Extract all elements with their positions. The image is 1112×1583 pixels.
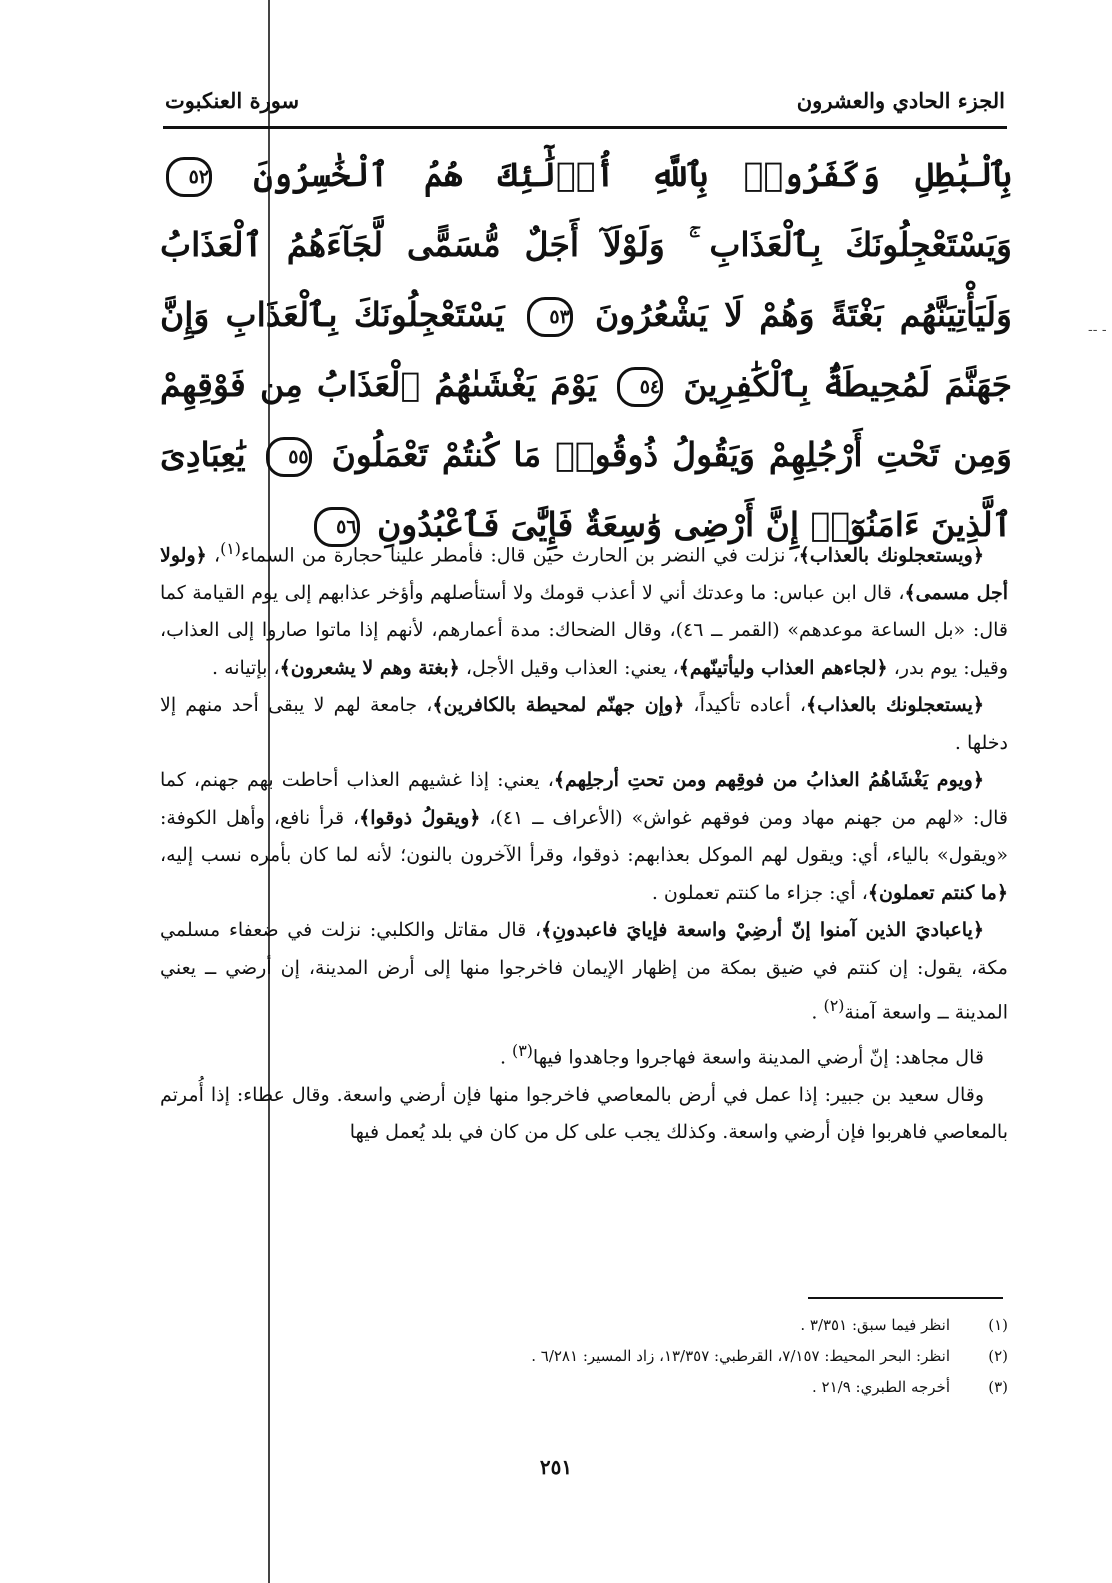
footnote-item bbox=[160, 1310, 1008, 1341]
commentary-text: ، يعني: إذا غشيهم العذاب أحاطت بهم جهنم، كما قال: «لهم من جهنم مهاد ومن فوقهم غواش» (الأعراف ــ ٤١)، bbox=[160, 769, 1008, 829]
commentary-paragraph bbox=[160, 687, 1008, 762]
commentary-text: قال مجاهد: إنّ أرضي المدينة واسعة فهاجروا وجاهدوا فيها bbox=[532, 1046, 984, 1069]
ayah-text: وَيَسْتَعْجِلُونَكَ بِٱلْعَذَابِ ۚ وَلَوْلَآ أَجَلٌ مُّسَمًّى لَّجَآءَهُمُ ٱلْعَذَابُ وَلَيَأْتِيَنَّهُم بَغْتَةً وَهُمْ لَا يَشْعُرُونَ bbox=[160, 225, 1012, 334]
footnote-ref: (٣) bbox=[512, 1041, 533, 1061]
quran-text-block bbox=[160, 140, 1012, 560]
footnote-text: أخرجه الطبري: ٢١/٩ . bbox=[812, 1378, 950, 1396]
commentary-text: ، جامعة لهم لا يبقى أحد منهم إلا دخلها . bbox=[160, 694, 1008, 754]
ayah-text: يَسْتَعْجِلُونَكَ بِٱلْعَذَابِ وَإِنَّ جَهَنَّمَ لَمُحِيطَةٌۢ بِٱلْكَٰفِرِينَ bbox=[160, 295, 1012, 404]
ayah-number-marker: ٥٦ bbox=[314, 507, 360, 547]
footnote-number: (٢) bbox=[988, 1347, 1008, 1365]
ayah-text: بِٱلْبَٰطِلِ وَكَفَرُوا۟ بِٱللَّهِ أُو۟لَٰٓئِكَ هُمُ ٱلْخَٰسِرُونَ bbox=[253, 155, 1012, 194]
running-header bbox=[165, 82, 1005, 118]
ayah-number-marker: ٥٢ bbox=[166, 157, 212, 197]
commentary-paragraph bbox=[160, 530, 1008, 687]
quoted-verse: ﴿ويستعجلونك بالعذاب﴾ bbox=[798, 544, 984, 567]
commentary-text: ، bbox=[206, 544, 221, 567]
footnote-rule bbox=[808, 1297, 1003, 1299]
stray-mark: -- - bbox=[1088, 322, 1107, 338]
commentary-text: ، بإتيانه . bbox=[211, 656, 280, 679]
quoted-verse: ﴿وإن جهنّم لمحيطة بالكافرين﴾ bbox=[432, 694, 685, 717]
ayah-number-marker: ٥٣ bbox=[527, 297, 573, 337]
commentary-text: ، قال مقاتل والكلبي: نزلت في ضعفاء مسلمي مكة، يقول: إن كنتم في ضيق بمكة من إظهار الإيمان فاخرجوا منها إلى أرض المدينة، إن أرضي ــ يعني المدينة ــ واسعة آمنة bbox=[160, 919, 1008, 1024]
quoted-verse: ﴿لجاءهم العذاب وليأتينّهم﴾ bbox=[678, 656, 888, 679]
footnote-number: (١) bbox=[988, 1316, 1008, 1334]
commentary-text: ، قرأ نافع، وأهل الكوفة: «ويقول» بالياء، أي: ويقول لهم الموكل بعذابهم: ذوقوا، وقرأ الآخرون بالنون؛ لأنه لما كان بأمره نسب إليه، bbox=[160, 806, 1008, 867]
commentary-text: ، نزلت في النضر بن الحارث حين قال: فأمطر علينا حجارة من السماء bbox=[240, 544, 799, 567]
commentary-text: . bbox=[499, 1046, 513, 1069]
ayah-number-marker: ٥٥ bbox=[266, 437, 312, 477]
commentary-text: . bbox=[811, 1001, 824, 1024]
page-number: ٢٥١ bbox=[539, 1455, 573, 1479]
footnote-text: انظر فيما سبق: ٣/٣٥١ . bbox=[800, 1316, 950, 1334]
header-rule bbox=[163, 126, 1007, 129]
quoted-verse: ﴿ويوم يَغْشَاهُمُ العذابُ من فوقِهم ومن تحتِ أرجلِهم﴾ bbox=[553, 769, 984, 792]
commentary-text: ، أعاده تأكيداً، bbox=[684, 694, 806, 717]
footnote-ref: (١) bbox=[220, 539, 241, 558]
footnote-text: انظر: البحر المحيط: ٧/١٥٧، القرطبي: ١٣/٣٥٧، زاد المسير: ٦/٢٨١ . bbox=[531, 1347, 950, 1365]
commentary-text: ، أي: جزاء ما كنتم تعملون . bbox=[651, 881, 868, 904]
commentary-paragraph bbox=[160, 1077, 1008, 1152]
commentary-paragraph bbox=[160, 912, 1008, 1032]
footnotes bbox=[160, 1310, 1008, 1403]
header-part-title: الجزء الحادي والعشرون bbox=[796, 87, 1005, 113]
commentary-text: ، يعني: العذاب وقيل الأجل، bbox=[459, 656, 679, 679]
quoted-verse: ﴿بغتة وهم لا يشعرون﴾ bbox=[279, 656, 460, 679]
footnote-item bbox=[160, 1341, 1008, 1372]
commentary-paragraph bbox=[160, 1032, 1008, 1077]
commentary-text: وقال سعيد بن جبير: إذا عمل في أرض بالمعاصي فاخرجوا منها فإن أرضي واسعة. وقال عطاء: إذا أُمرتم بالمعاصي فاهربوا فإن أرضي واسعة. وكذلك يجب على كل من كان في بلد يُعمل فيها bbox=[160, 1083, 1008, 1144]
footnote-item bbox=[160, 1372, 1008, 1403]
commentary-paragraph bbox=[160, 762, 1008, 912]
ayah-text: يَٰعِبَادِىَ ٱلَّذِينَ ءَامَنُوٓا۟ إِنَّ أَرْضِى وَٰسِعَةٌ فَإِيَّٰىَ فَٱعْبُدُونِ bbox=[160, 435, 1012, 544]
header-surah-title: سورة العنكبوت bbox=[165, 87, 300, 113]
commentary-text: ، قال ابن عباس: ما وعدتك أني لا أعذب قومك ولا أستأصلهم وأؤخر عذابهم إلى يوم القيامة كما قال: «بل الساعة موعدهم» (القمر ــ ٤٦)، وقال الضحاك: مدة أعمارهم، لأنهم إذا ماتوا صاروا إلى العذاب، وقيل: يوم بدر، bbox=[160, 581, 1008, 679]
footnote-number: (٣) bbox=[988, 1378, 1008, 1396]
quoted-verse: ﴿ويقولُ ذوقوا﴾ bbox=[359, 806, 481, 829]
footnote-ref: (٢) bbox=[823, 996, 845, 1016]
quoted-verse: ﴿يستعجلونك بالعذاب﴾ bbox=[806, 694, 985, 717]
ayah-number-marker: ٥٤ bbox=[617, 367, 663, 407]
commentary-body bbox=[160, 530, 1008, 1152]
quoted-verse: ﴿ما كنتم تعملون﴾ bbox=[867, 881, 1008, 904]
quoted-verse: ﴿ولولا أجل مسمى﴾ bbox=[160, 544, 1009, 604]
quoted-verse: ﴿ياعباديَ الذين آمنوا إنّ أرضِيْ واسعة فإيايَ فاعبدونِ﴾ bbox=[541, 919, 984, 942]
ayah-text: يَوْمَ يَغْشَىٰهُمُ ٱلْعَذَابُ مِن فَوْقِهِمْ وَمِن تَحْتِ أَرْجُلِهِمْ وَيَقُولُ ذُوقُوا۟ مَا كُنتُمْ تَعْمَلُونَ bbox=[160, 365, 1012, 474]
